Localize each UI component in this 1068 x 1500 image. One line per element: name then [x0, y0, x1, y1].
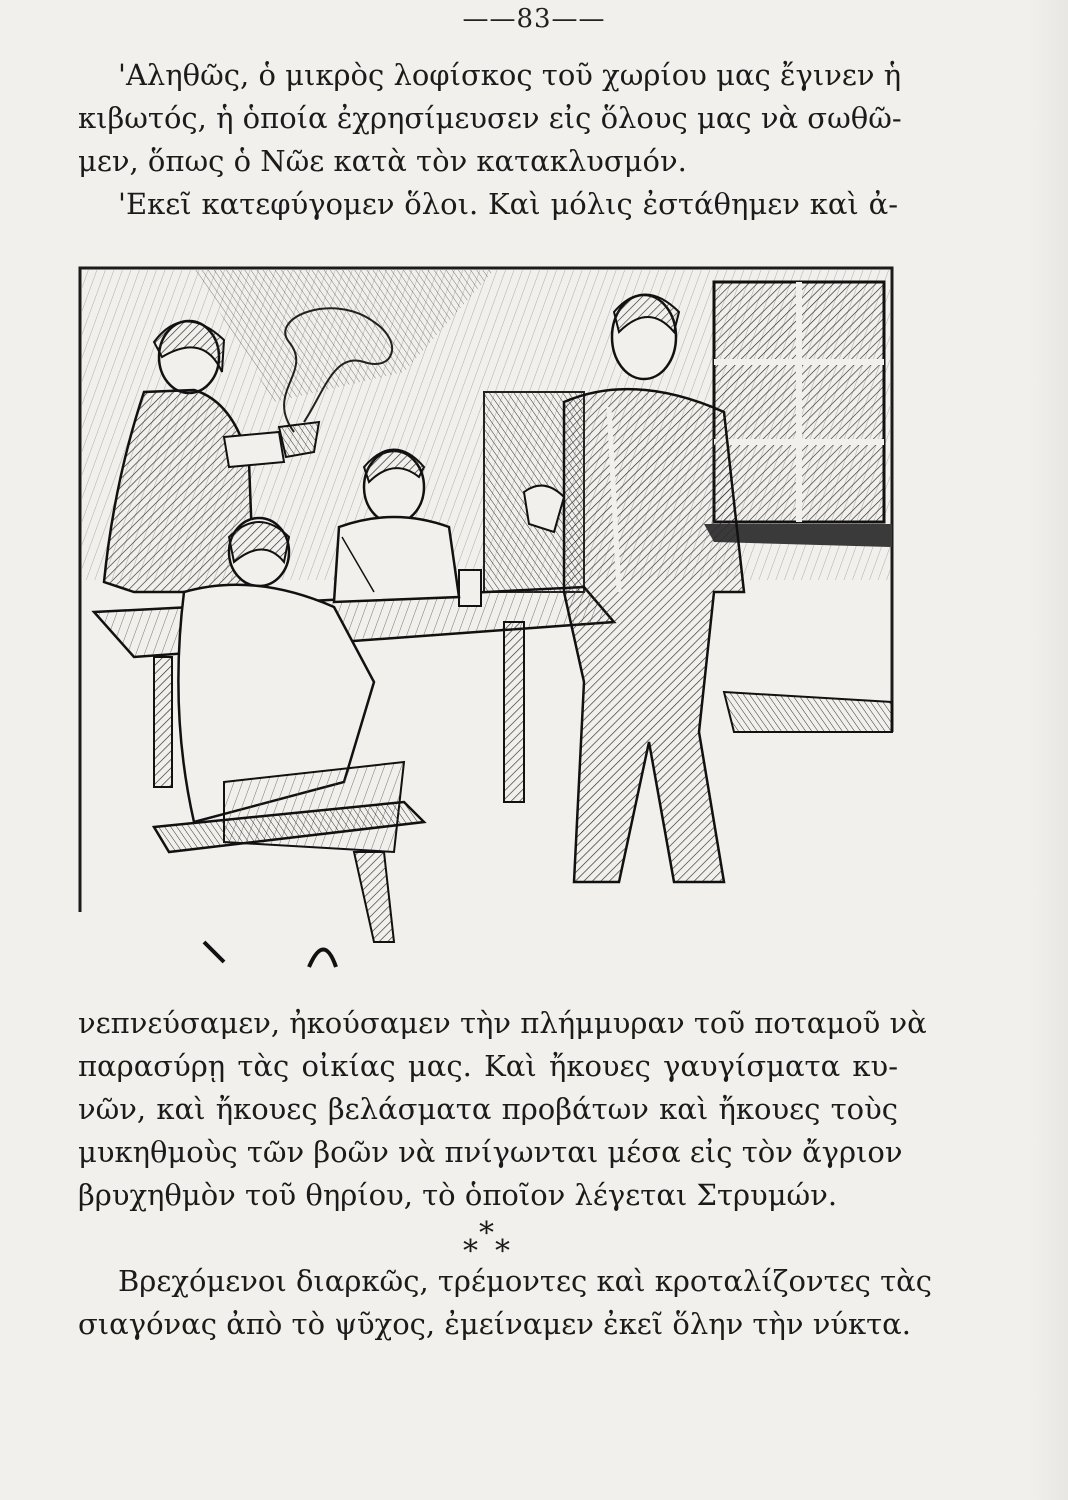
paragraph-flood	[78, 1002, 927, 1217]
side-bench	[724, 692, 892, 732]
text-line: παρασύρῃ τὰς οἰκίας μας. Καὶ ἤκουες γαυγίσματα κυ-	[78, 1049, 898, 1083]
page-number-value: 83	[516, 4, 552, 34]
text-line: Βρεχόμενοι διαρκῶς, τρέμοντες καὶ κροταλίζοντες τὰς	[118, 1264, 932, 1298]
text-line: κιβωτός, ἡ ὁποία ἐχρησίμευσεν εἰς ὅλους μας νὰ σωθῶ-	[78, 101, 902, 135]
section-asterism	[0, 1216, 1068, 1269]
text-line: νῶν, καὶ ἤκουες βελάσματα προβάτων καὶ ἤκουες τοὺς	[78, 1092, 898, 1126]
page-number-dash-right: ——	[551, 4, 606, 34]
text-line: 'Εκεῖ κατεφύγομεν ὅλοι. Καὶ μόλις ἐστάθημεν καὶ ἀ-	[118, 187, 898, 221]
text-line: σιαγόνας ἀπὸ τὸ ψῦχος, ἐμείναμεν ἐκεῖ ὅλην τὴν νύκτα.	[78, 1307, 911, 1341]
asterism-star: *	[463, 1234, 478, 1269]
page-number	[0, 4, 1068, 34]
paragraph-night	[78, 1260, 932, 1346]
asterism-star: *	[479, 1216, 494, 1251]
illustration-figure	[74, 262, 904, 980]
text-line: μεν, ὅπως ὁ Νῶε κατὰ τὸν κατακλυσμόν.	[78, 144, 687, 178]
text-line: νεπνεύσαμεν, ἠκούσαμεν τὴν πλήμμυραν τοῦ ποταμοῦ νὰ	[78, 1006, 927, 1040]
page-edge-shadow	[1028, 0, 1068, 1500]
interior-scene-drawing	[74, 262, 904, 980]
page-number-dash-left: ——	[462, 4, 517, 34]
text-line: βρυχηθμὸν τοῦ θηρίου, τὸ ὁποῖον λέγεται Στρυμών.	[78, 1178, 838, 1212]
asterism-star: *	[495, 1234, 510, 1269]
paragraph-intro	[78, 54, 902, 226]
text-line: μυκηθμοὺς τῶν βοῶν νὰ πνίγωνται μέσα εἰς τὸν ἄγριον	[78, 1135, 903, 1169]
text-line: 'Αληθῶς, ὁ μικρὸς λοφίσκος τοῦ χωρίου μας ἔγινεν ἡ	[118, 58, 902, 92]
